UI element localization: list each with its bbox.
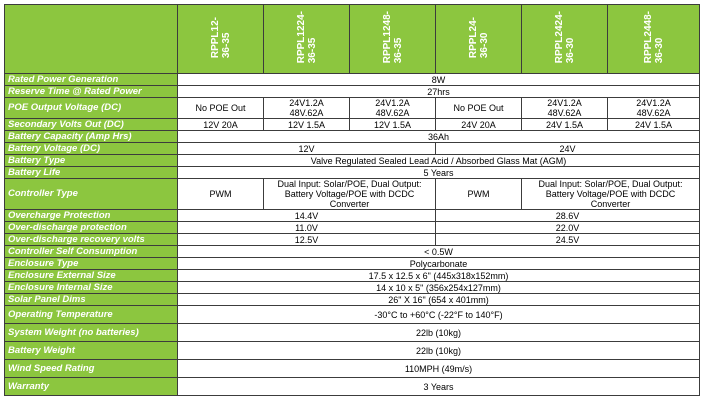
- row-label-reserve-time-rated-power: Reserve Time @ Rated Power: [5, 86, 178, 98]
- model-header: [522, 5, 608, 74]
- row-label-controller-type: Controller Type: [5, 179, 178, 210]
- spec-row: [5, 155, 700, 167]
- row-label-over-discharge-recovery-volts: Over-discharge recovery volts: [5, 234, 178, 246]
- spec-row: [5, 282, 700, 294]
- row-label-solar-panel-dims: Solar Panel Dims: [5, 294, 178, 306]
- spec-value: Polycarbonate: [178, 258, 700, 270]
- row-label-enclosure-external-size: Enclosure External Size: [5, 270, 178, 282]
- model-header: [264, 5, 350, 74]
- model-name: RPPL24- 36-30: [467, 16, 490, 59]
- spec-value: 8W: [178, 74, 700, 86]
- spec-value: 27hrs: [178, 86, 700, 98]
- spec-row: [5, 342, 700, 360]
- spec-row: [5, 246, 700, 258]
- row-label-system-weight-no-batteries: System Weight (no batteries): [5, 324, 178, 342]
- spec-row: [5, 306, 700, 324]
- spec-row: [5, 222, 700, 234]
- spec-row: [5, 119, 700, 131]
- row-label-warranty: Warranty: [5, 378, 178, 396]
- spec-value: Dual Input: Solar/POE, Dual Output: Battery Voltage/POE with DCDC Converter: [522, 179, 700, 210]
- spec-value: 17.5 x 12.5 x 6" (445x318x152mm): [178, 270, 700, 282]
- spec-row: [5, 270, 700, 282]
- spec-row: [5, 131, 700, 143]
- spec-row: [5, 324, 700, 342]
- spec-table: [4, 4, 700, 396]
- spec-value: 22lb (10kg): [178, 324, 700, 342]
- model-header: [436, 5, 522, 74]
- spec-row: [5, 210, 700, 222]
- spec-value: 5 Years: [178, 167, 700, 179]
- model-header: [350, 5, 436, 74]
- spec-value: PWM: [436, 179, 522, 210]
- spec-value: 12V: [178, 143, 436, 155]
- spec-value: No POE Out: [178, 98, 264, 119]
- spec-row: [5, 360, 700, 378]
- spec-value: 24V 20A: [436, 119, 522, 131]
- row-label-wind-speed-rating: Wind Speed Rating: [5, 360, 178, 378]
- spec-value: 24V1.2A 48V.62A: [608, 98, 700, 119]
- spec-row: [5, 86, 700, 98]
- row-label-battery-weight: Battery Weight: [5, 342, 178, 360]
- model-header: [178, 5, 264, 74]
- spec-row: [5, 378, 700, 396]
- row-label-operating-temperature: Operating Temperature: [5, 306, 178, 324]
- spec-row: [5, 294, 700, 306]
- row-label-battery-life: Battery Life: [5, 167, 178, 179]
- spec-value: 12V 1.5A: [264, 119, 350, 131]
- spec-value: 24V1.2A 48V.62A: [522, 98, 608, 119]
- spec-value: 110MPH (49m/s): [178, 360, 700, 378]
- model-header: [608, 5, 700, 74]
- spec-row: [5, 258, 700, 270]
- spec-row: [5, 74, 700, 86]
- spec-value: 36Ah: [178, 131, 700, 143]
- spec-row: [5, 98, 700, 119]
- spec-value: 22.0V: [436, 222, 700, 234]
- model-name: RPPL1248- 36-35: [381, 11, 404, 64]
- spec-value: 24V 1.5A: [608, 119, 700, 131]
- spec-value: 12.5V: [178, 234, 436, 246]
- row-label-enclosure-type: Enclosure Type: [5, 258, 178, 270]
- model-name: RPPL1224- 36-35: [295, 11, 318, 64]
- spec-value: 14.4V: [178, 210, 436, 222]
- row-label-battery-capacity-amp-hrs: Battery Capacity (Amp Hrs): [5, 131, 178, 143]
- row-label-battery-type: Battery Type: [5, 155, 178, 167]
- row-label-controller-self-consumption: Controller Self Consumption: [5, 246, 178, 258]
- spec-value: 24V 1.5A: [522, 119, 608, 131]
- spec-value: 26" X 16" (654 x 401mm): [178, 294, 700, 306]
- spec-row: [5, 143, 700, 155]
- spec-value: < 0.5W: [178, 246, 700, 258]
- spec-value: 11.0V: [178, 222, 436, 234]
- row-label-over-discharge-protection: Over-discharge protection: [5, 222, 178, 234]
- spec-value: 12V 20A: [178, 119, 264, 131]
- row-label-battery-voltage-dc: Battery Voltage (DC): [5, 143, 178, 155]
- spec-value: No POE Out: [436, 98, 522, 119]
- spec-value: Dual Input: Solar/POE, Dual Output: Battery Voltage/POE with DCDC Converter: [264, 179, 436, 210]
- row-label-overcharge-protection: Overcharge Protection: [5, 210, 178, 222]
- spec-row: [5, 167, 700, 179]
- header-corner: [5, 5, 178, 74]
- spec-value: 12V 1.5A: [350, 119, 436, 131]
- spec-value: 24V: [436, 143, 700, 155]
- header-row: [5, 5, 700, 74]
- model-name: RPPL12- 36-35: [209, 16, 232, 59]
- spec-value: 3 Years: [178, 378, 700, 396]
- spec-value: 24V1.2A 48V.62A: [350, 98, 436, 119]
- spec-row: [5, 179, 700, 210]
- spec-value: -30°C to +60°C (-22°F to 140°F): [178, 306, 700, 324]
- model-name: RPPL2424- 36-30: [553, 11, 576, 64]
- spec-value: 22lb (10kg): [178, 342, 700, 360]
- spec-row: [5, 234, 700, 246]
- model-name: RPPL2448- 36-30: [642, 11, 665, 64]
- row-label-enclosure-internal-size: Enclosure Internal Size: [5, 282, 178, 294]
- spec-value: Valve Regulated Sealed Lead Acid / Absorbed Glass Mat (AGM): [178, 155, 700, 167]
- row-label-poe-output-voltage-dc: POE Output Voltage (DC): [5, 98, 178, 119]
- row-label-secondary-volts-out-dc: Secondary Volts Out (DC): [5, 119, 178, 131]
- spec-value: PWM: [178, 179, 264, 210]
- row-label-rated-power-generation: Rated Power Generation: [5, 74, 178, 86]
- spec-value: 24V1.2A 48V.62A: [264, 98, 350, 119]
- spec-value: 28.6V: [436, 210, 700, 222]
- spec-value: 24.5V: [436, 234, 700, 246]
- spec-value: 14 x 10 x 5" (356x254x127mm): [178, 282, 700, 294]
